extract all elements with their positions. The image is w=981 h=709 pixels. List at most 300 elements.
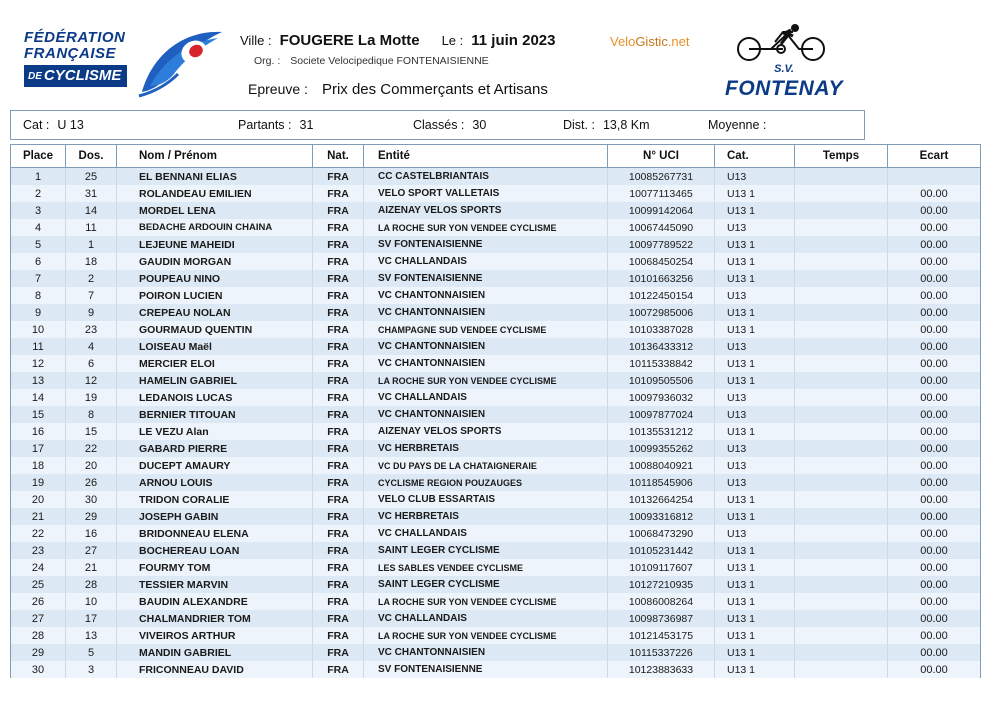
- results-table-head: [11, 145, 981, 168]
- cell-name: BRIDONNEAU ELENA: [117, 525, 313, 542]
- table-row[interactable]: [11, 168, 981, 186]
- th-name[interactable]: Nom / Prénom: [117, 145, 313, 168]
- ffc-cyclisme-label: CYCLISME: [43, 67, 122, 84]
- cell-dossard: 29: [66, 508, 117, 525]
- cell-time: [795, 372, 888, 389]
- cell-time: [795, 423, 888, 440]
- cell-entity: VELO SPORT VALLETAIS: [364, 185, 608, 202]
- cell-place: 11: [11, 338, 66, 355]
- cell-name: MERCIER ELOI: [117, 355, 313, 372]
- cell-name: TRIDON CORALIE: [117, 491, 313, 508]
- cell-gap: 00.00: [888, 185, 981, 202]
- cell-name: LOISEAU Maël: [117, 338, 313, 355]
- th-time[interactable]: Temps: [795, 145, 888, 168]
- ffc-logo: [24, 30, 224, 96]
- cell-entity: AIZENAY VELOS SPORTS: [364, 202, 608, 219]
- cell-dossard: 6: [66, 355, 117, 372]
- cell-nationality: FRA: [313, 321, 364, 338]
- cell-time: [795, 593, 888, 610]
- brand-suffix: .net: [667, 34, 690, 49]
- cell-time: [795, 338, 888, 355]
- table-row[interactable]: [11, 270, 981, 287]
- cell-place: 29: [11, 644, 66, 661]
- cell-uci: 10098736987: [608, 610, 715, 627]
- cell-nationality: FRA: [313, 440, 364, 457]
- ffc-cyclisme-badge: [24, 65, 127, 87]
- cell-entity: VC CHANTONNAISIEN: [364, 304, 608, 321]
- cell-place: 1: [11, 168, 66, 186]
- cell-uci: 10072985006: [608, 304, 715, 321]
- cell-uci: 10115337226: [608, 644, 715, 661]
- cell-place: 28: [11, 627, 66, 644]
- cell-category: U13: [715, 457, 795, 474]
- table-row[interactable]: [11, 304, 981, 321]
- cell-place: 17: [11, 440, 66, 457]
- cell-uci: 10077113465: [608, 185, 715, 202]
- cell-dossard: 15: [66, 423, 117, 440]
- cell-gap: 00.00: [888, 236, 981, 253]
- cell-nationality: FRA: [313, 219, 364, 236]
- table-row[interactable]: [11, 287, 981, 304]
- cell-nationality: FRA: [313, 593, 364, 610]
- cell-time: [795, 219, 888, 236]
- cell-entity: VELO CLUB ESSARTAIS: [364, 491, 608, 508]
- cell-time: [795, 474, 888, 491]
- cell-time: [795, 576, 888, 593]
- ffc-line1: FÉDÉRATION: [24, 29, 126, 46]
- cell-name: BAUDIN ALEXANDRE: [117, 593, 313, 610]
- category-cell: [11, 118, 238, 132]
- cell-time: [795, 661, 888, 678]
- cell-nationality: FRA: [313, 168, 364, 186]
- cell-dossard: 1: [66, 236, 117, 253]
- cell-nationality: FRA: [313, 610, 364, 627]
- cell-nationality: FRA: [313, 627, 364, 644]
- cell-uci: 10097789522: [608, 236, 715, 253]
- cell-entity: CC CASTELBRIANTAIS: [364, 168, 608, 186]
- table-row[interactable]: [11, 559, 981, 576]
- cell-uci: 10067445090: [608, 219, 715, 236]
- cell-name: TESSIER MARVIN: [117, 576, 313, 593]
- cell-nationality: FRA: [313, 355, 364, 372]
- cell-nationality: FRA: [313, 202, 364, 219]
- cell-place: 20: [11, 491, 66, 508]
- th-entity[interactable]: Entité: [364, 145, 608, 168]
- table-row[interactable]: [11, 406, 981, 423]
- cell-category: U13 1: [715, 491, 795, 508]
- cell-dossard: 3: [66, 661, 117, 678]
- cell-entity: VC CHANTONNAISIEN: [364, 338, 608, 355]
- cell-time: [795, 610, 888, 627]
- table-row[interactable]: [11, 321, 981, 338]
- cell-place: 3: [11, 202, 66, 219]
- starters-cell: [238, 118, 413, 132]
- cell-dossard: 28: [66, 576, 117, 593]
- ffc-logo-text: [24, 30, 142, 92]
- cell-entity: SAINT LEGER CYCLISME: [364, 542, 608, 559]
- cell-gap: 00.00: [888, 321, 981, 338]
- race-summary-bar: [10, 110, 865, 140]
- cell-category: U13 1: [715, 321, 795, 338]
- th-place[interactable]: Place: [11, 145, 66, 168]
- cell-category: U13 1: [715, 236, 795, 253]
- moyenne-label: Moyenne :: [708, 118, 767, 132]
- table-row[interactable]: [11, 610, 981, 627]
- cell-category: U13 1: [715, 423, 795, 440]
- cell-gap: 00.00: [888, 661, 981, 678]
- table-row[interactable]: [11, 219, 981, 236]
- cell-dossard: 11: [66, 219, 117, 236]
- cell-name: POUPEAU NINO: [117, 270, 313, 287]
- cell-gap: 00.00: [888, 287, 981, 304]
- club-initials: S.V.: [774, 63, 794, 75]
- cell-time: [795, 270, 888, 287]
- cell-time: [795, 559, 888, 576]
- cell-category: U13 1: [715, 304, 795, 321]
- cell-uci: 10068473290: [608, 525, 715, 542]
- cell-gap: 00.00: [888, 219, 981, 236]
- cell-nationality: FRA: [313, 508, 364, 525]
- cell-nationality: FRA: [313, 270, 364, 287]
- cell-time: [795, 508, 888, 525]
- ffc-swoosh-icon: [134, 26, 230, 100]
- cell-time: [795, 627, 888, 644]
- cell-name: BEDACHE ARDOUIN CHAINA: [117, 219, 313, 236]
- cell-nationality: FRA: [313, 661, 364, 678]
- ville-value: FOUGERE La Motte: [279, 32, 420, 49]
- cell-time: [795, 406, 888, 423]
- cell-place: 15: [11, 406, 66, 423]
- cell-time: [795, 236, 888, 253]
- cell-nationality: FRA: [313, 406, 364, 423]
- cell-name: CHALMANDRIER TOM: [117, 610, 313, 627]
- cell-place: 13: [11, 372, 66, 389]
- table-row[interactable]: [11, 576, 981, 593]
- cell-name: ROLANDEAU EMILIEN: [117, 185, 313, 202]
- cell-gap: [888, 168, 981, 186]
- cell-uci: 10105231442: [608, 542, 715, 559]
- cell-category: U13: [715, 440, 795, 457]
- cell-name: ARNOU LOUIS: [117, 474, 313, 491]
- table-row[interactable]: [11, 457, 981, 474]
- table-row[interactable]: [11, 593, 981, 610]
- cell-category: U13: [715, 389, 795, 406]
- cell-uci: 10109505506: [608, 372, 715, 389]
- cell-place: 4: [11, 219, 66, 236]
- cell-nationality: FRA: [313, 185, 364, 202]
- classes-value: 30: [472, 118, 487, 132]
- cell-entity: VC CHALLANDAIS: [364, 389, 608, 406]
- cell-dossard: 13: [66, 627, 117, 644]
- cell-uci: 10121453175: [608, 627, 715, 644]
- cell-nationality: FRA: [313, 389, 364, 406]
- cell-nationality: FRA: [313, 559, 364, 576]
- cell-gap: 00.00: [888, 372, 981, 389]
- cell-nationality: FRA: [313, 304, 364, 321]
- cell-nationality: FRA: [313, 253, 364, 270]
- cell-uci: 10136433312: [608, 338, 715, 355]
- cell-category: U13 1: [715, 559, 795, 576]
- cell-name: EL BENNANI ELIAS: [117, 168, 313, 186]
- results-table: [10, 144, 981, 678]
- cell-dossard: 9: [66, 304, 117, 321]
- cell-dossard: 18: [66, 253, 117, 270]
- cell-category: U13: [715, 287, 795, 304]
- cell-name: CREPEAU NOLAN: [117, 304, 313, 321]
- club-name: [709, 56, 859, 99]
- cell-nationality: FRA: [313, 525, 364, 542]
- cell-gap: 00.00: [888, 270, 981, 287]
- table-row[interactable]: [11, 185, 981, 202]
- cell-name: VIVEIROS ARTHUR: [117, 627, 313, 644]
- cat-value: U 13: [57, 118, 84, 132]
- cell-gap: 00.00: [888, 253, 981, 270]
- cell-category: U13: [715, 219, 795, 236]
- cell-entity: VC CHALLANDAIS: [364, 253, 608, 270]
- cell-entity: CHAMPAGNE SUD VENDEE CYCLISME: [364, 321, 608, 338]
- cell-gap: 00.00: [888, 525, 981, 542]
- cell-entity: LA ROCHE SUR YON VENDEE CYCLISME: [364, 627, 608, 644]
- table-row[interactable]: [11, 372, 981, 389]
- cell-dossard: 12: [66, 372, 117, 389]
- cell-dossard: 30: [66, 491, 117, 508]
- table-row[interactable]: [11, 661, 981, 678]
- cell-time: [795, 457, 888, 474]
- partants-value: 31: [299, 118, 314, 132]
- table-row[interactable]: [11, 542, 981, 559]
- cell-entity: VC CHANTONNAISIEN: [364, 287, 608, 304]
- cell-time: [795, 202, 888, 219]
- cell-uci: 10118545906: [608, 474, 715, 491]
- cell-gap: 00.00: [888, 440, 981, 457]
- table-header-row: [11, 145, 981, 168]
- cell-uci: 10127210935: [608, 576, 715, 593]
- cell-name: POIRON LUCIEN: [117, 287, 313, 304]
- cell-time: [795, 389, 888, 406]
- cell-gap: 00.00: [888, 202, 981, 219]
- table-row[interactable]: [11, 508, 981, 525]
- cell-time: [795, 355, 888, 372]
- cell-category: U13 1: [715, 185, 795, 202]
- cell-gap: 00.00: [888, 508, 981, 525]
- cell-category: U13 1: [715, 508, 795, 525]
- cell-time: [795, 304, 888, 321]
- ffc-line2: FRANÇAISE: [24, 45, 117, 62]
- cell-name: LEJEUNE MAHEIDI: [117, 236, 313, 253]
- page-header: [10, 8, 865, 106]
- cell-category: U13 1: [715, 202, 795, 219]
- table-row[interactable]: [11, 474, 981, 491]
- cell-time: [795, 321, 888, 338]
- cell-entity: SV FONTENAISIENNE: [364, 270, 608, 287]
- cat-label: Cat :: [23, 118, 50, 132]
- th-nationality[interactable]: Nat.: [313, 145, 364, 168]
- club-logo: [709, 22, 859, 100]
- cell-uci: 10099355262: [608, 440, 715, 457]
- cell-time: [795, 644, 888, 661]
- cell-place: 5: [11, 236, 66, 253]
- th-uci[interactable]: N° UCI: [608, 145, 715, 168]
- cell-category: U13: [715, 474, 795, 491]
- cell-entity: LA ROCHE SUR YON VENDEE CYCLISME: [364, 219, 608, 236]
- cell-dossard: 21: [66, 559, 117, 576]
- cell-place: 22: [11, 525, 66, 542]
- cell-entity: LA ROCHE SUR YON VENDEE CYCLISME: [364, 372, 608, 389]
- table-row[interactable]: [11, 440, 981, 457]
- cell-nationality: FRA: [313, 491, 364, 508]
- org-value: Societe Velocipedique FONTENAISIENNE: [290, 55, 489, 67]
- cell-gap: 00.00: [888, 610, 981, 627]
- cell-entity: SV FONTENAISIENNE: [364, 236, 608, 253]
- cell-gap: 00.00: [888, 542, 981, 559]
- cell-place: 16: [11, 423, 66, 440]
- brand-velo: Velo: [610, 34, 636, 49]
- cell-category: U13 1: [715, 542, 795, 559]
- dist-value: 13,8 Km: [602, 118, 650, 132]
- club-title: FONTENAY: [725, 77, 843, 100]
- cell-nationality: FRA: [313, 287, 364, 304]
- cell-nationality: FRA: [313, 457, 364, 474]
- cell-place: 6: [11, 253, 66, 270]
- table-row[interactable]: [11, 525, 981, 542]
- date-label: Le :: [441, 33, 464, 48]
- cell-time: [795, 287, 888, 304]
- cell-place: 12: [11, 355, 66, 372]
- cell-place: 24: [11, 559, 66, 576]
- cell-time: [795, 525, 888, 542]
- cell-place: 8: [11, 287, 66, 304]
- cell-place: 21: [11, 508, 66, 525]
- table-row[interactable]: [11, 202, 981, 219]
- cell-name: DUCEPT AMAURY: [117, 457, 313, 474]
- cell-entity: VC CHANTONNAISIEN: [364, 406, 608, 423]
- cell-gap: 00.00: [888, 304, 981, 321]
- table-row[interactable]: [11, 389, 981, 406]
- cell-uci: 10122450154: [608, 287, 715, 304]
- cell-place: 18: [11, 457, 66, 474]
- results-table-body: [11, 168, 981, 679]
- ffc-de-label: DE: [28, 70, 42, 82]
- cell-name: FRICONNEAU DAVID: [117, 661, 313, 678]
- organiser-line: [240, 55, 710, 67]
- cell-uci: 10088040921: [608, 457, 715, 474]
- cell-uci: 10132664254: [608, 491, 715, 508]
- table-row[interactable]: [11, 423, 981, 440]
- cell-category: U13 1: [715, 644, 795, 661]
- cell-gap: 00.00: [888, 423, 981, 440]
- cell-uci: 10135531212: [608, 423, 715, 440]
- org-label: Org. :: [254, 55, 281, 67]
- cell-uci: 10123883633: [608, 661, 715, 678]
- cell-nationality: FRA: [313, 542, 364, 559]
- cell-uci: 10101663256: [608, 270, 715, 287]
- dist-label: Dist. :: [563, 118, 595, 132]
- cell-category: U13 1: [715, 372, 795, 389]
- ville-label: Ville :: [240, 33, 272, 48]
- cell-category: U13: [715, 406, 795, 423]
- cell-place: 30: [11, 661, 66, 678]
- table-row[interactable]: [11, 644, 981, 661]
- cell-uci: 10115338842: [608, 355, 715, 372]
- th-gap[interactable]: Ecart: [888, 145, 981, 168]
- cell-dossard: 19: [66, 389, 117, 406]
- cell-dossard: 7: [66, 287, 117, 304]
- cell-place: 27: [11, 610, 66, 627]
- table-row[interactable]: [11, 355, 981, 372]
- cell-category: U13 1: [715, 661, 795, 678]
- table-row[interactable]: [11, 253, 981, 270]
- cell-place: 9: [11, 304, 66, 321]
- cell-nationality: FRA: [313, 423, 364, 440]
- cell-category: U13: [715, 525, 795, 542]
- table-row[interactable]: [11, 491, 981, 508]
- cell-dossard: 22: [66, 440, 117, 457]
- cell-time: [795, 168, 888, 186]
- cell-nationality: FRA: [313, 236, 364, 253]
- cell-dossard: 10: [66, 593, 117, 610]
- cell-dossard: 14: [66, 202, 117, 219]
- cell-category: U13 1: [715, 253, 795, 270]
- cell-name: LE VEZU Alan: [117, 423, 313, 440]
- cell-gap: 00.00: [888, 644, 981, 661]
- cell-name: LEDANOIS LUCAS: [117, 389, 313, 406]
- brand-gistic: Gistic: [635, 34, 668, 49]
- cell-entity: VC CHALLANDAIS: [364, 610, 608, 627]
- cell-category: U13 1: [715, 576, 795, 593]
- table-row[interactable]: [11, 338, 981, 355]
- cell-dossard: 2: [66, 270, 117, 287]
- cell-category: U13 1: [715, 627, 795, 644]
- cell-entity: VC HERBRETAIS: [364, 440, 608, 457]
- th-category[interactable]: Cat.: [715, 145, 795, 168]
- cell-entity: VC CHANTONNAISIEN: [364, 644, 608, 661]
- cell-gap: 00.00: [888, 474, 981, 491]
- epreuve-value: Prix des Commerçants et Artisans: [321, 81, 548, 98]
- cell-place: 7: [11, 270, 66, 287]
- cell-dossard: 26: [66, 474, 117, 491]
- table-row[interactable]: [11, 627, 981, 644]
- cell-uci: 10109117607: [608, 559, 715, 576]
- cell-entity: VC CHALLANDAIS: [364, 525, 608, 542]
- partants-label: Partants :: [238, 118, 292, 132]
- cell-entity: LES SABLES VENDEE CYCLISME: [364, 559, 608, 576]
- cell-name: GOURMAUD QUENTIN: [117, 321, 313, 338]
- cell-entity: AIZENAY VELOS SPORTS: [364, 423, 608, 440]
- th-dossard[interactable]: Dos.: [66, 145, 117, 168]
- cell-nationality: FRA: [313, 372, 364, 389]
- cell-time: [795, 491, 888, 508]
- cell-category: U13 1: [715, 270, 795, 287]
- epreuve-line: [240, 81, 710, 98]
- cell-name: MANDIN GABRIEL: [117, 644, 313, 661]
- cell-entity: CYCLISME REGION POUZAUGES: [364, 474, 608, 491]
- cell-entity: VC DU PAYS DE LA CHATAIGNERAIE: [364, 457, 608, 474]
- epreuve-label: Epreuve :: [248, 81, 308, 97]
- cell-name: BERNIER TITOUAN: [117, 406, 313, 423]
- cell-dossard: 16: [66, 525, 117, 542]
- cell-nationality: FRA: [313, 474, 364, 491]
- cell-uci: 10097877024: [608, 406, 715, 423]
- cell-entity: LA ROCHE SUR YON VENDEE CYCLISME: [364, 593, 608, 610]
- cell-category: U13 1: [715, 610, 795, 627]
- cell-category: U13 1: [715, 593, 795, 610]
- cell-name: GAUDIN MORGAN: [117, 253, 313, 270]
- cell-nationality: FRA: [313, 576, 364, 593]
- cell-name: MORDEL LENA: [117, 202, 313, 219]
- cell-nationality: FRA: [313, 338, 364, 355]
- table-row[interactable]: [11, 236, 981, 253]
- cell-dossard: 5: [66, 644, 117, 661]
